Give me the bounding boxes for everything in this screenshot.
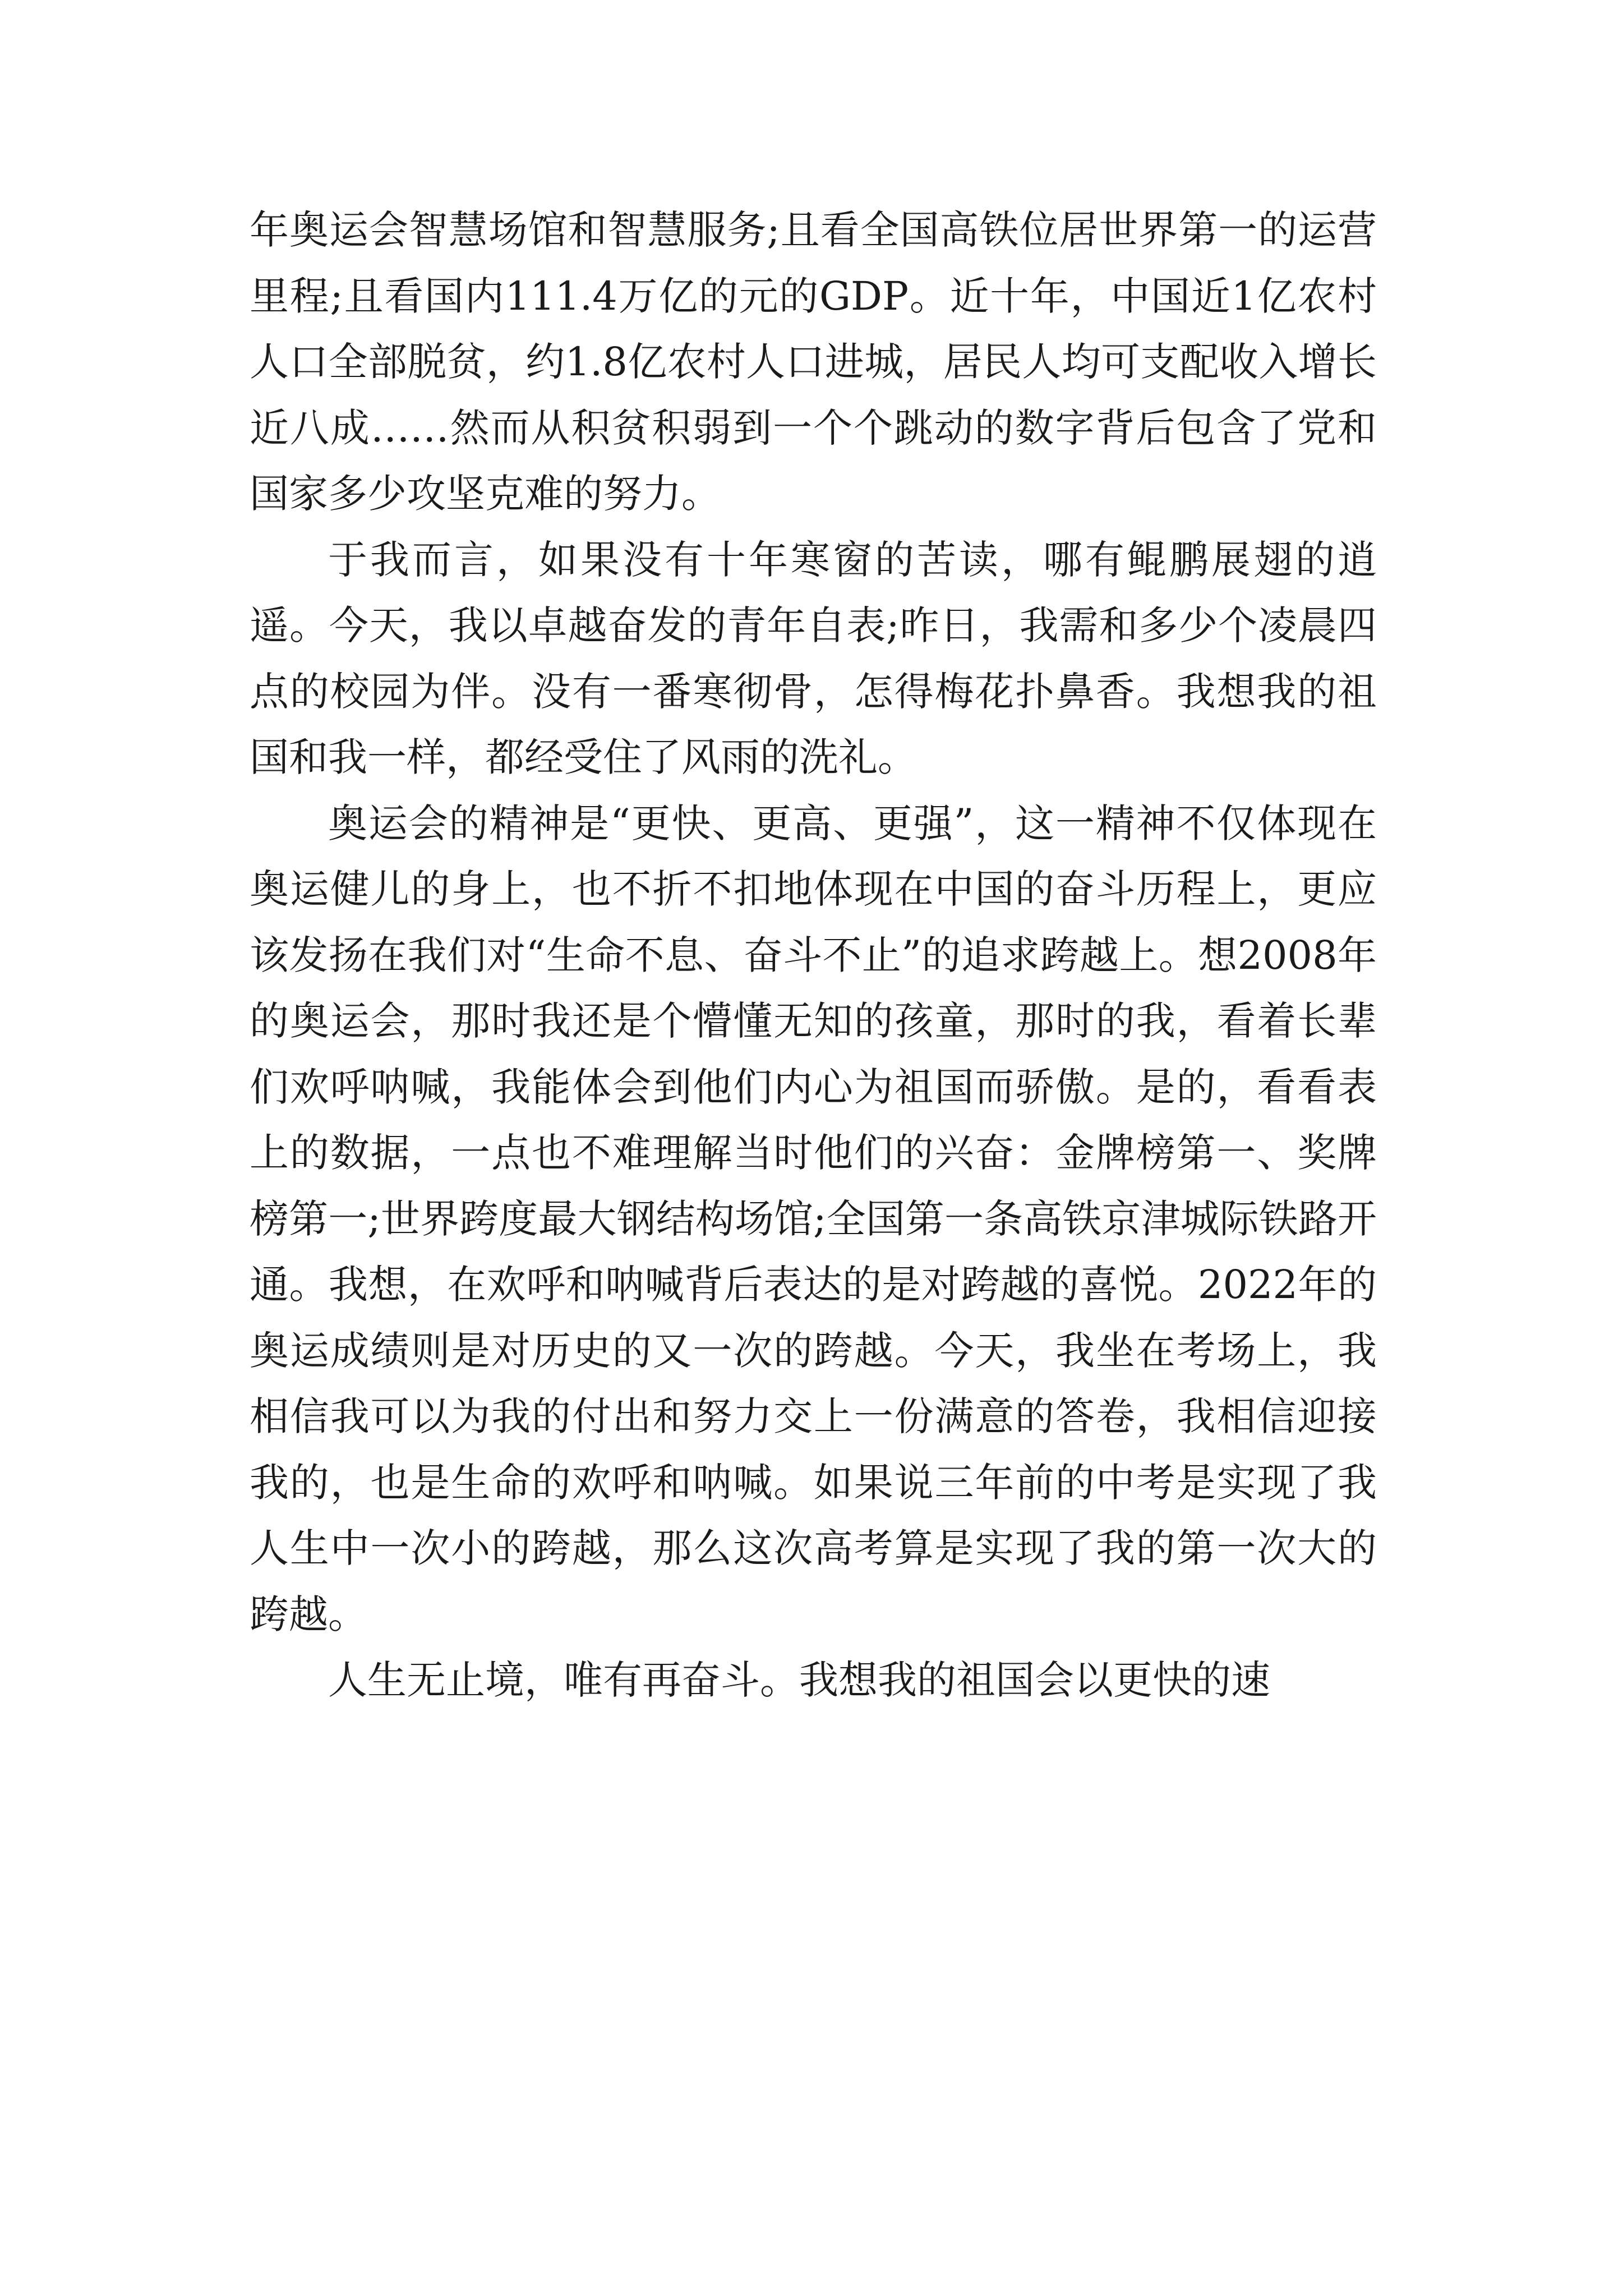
- paragraph-3: 奥运会的精神是“更快、更高、更强”，这一精神不仅体现在奥运健儿的身上，也不折不扣地体现在中国的奋斗历程上，更应该发扬在我们对“生命不息、奋斗不止”的追求跨越上。想2008年的奥运会，那时我还是个懵懂无知的孩童，那时的我，看着长辈们欢呼呐喊，我能体会到他们内心为祖国而骄傲。是的，看看表上的数据，一点也不难理解当时他们的兴奋：金牌榜第一、奖牌榜第一;世界跨度最大钢结构场馆;全国第一条高铁京津城际铁路开通。我想，在欢呼和呐喊背后表达的是对跨越的喜悦。2022年的奥运成绩则是对历史的又一次的跨越。今天，我坐在考场上，我相信我可以为我的付出和努力交上一份满意的答卷，我相信迎接我的，也是生命的欢呼和呐喊。如果说三年前的中考是实现了我人生中一次小的跨越，那么这次高考算是实现了我的第一次大的跨越。: [250, 800, 1377, 1637]
- document-body: [250, 197, 1377, 1714]
- paragraph-4: 人生无止境，唯有再奋斗。我想我的祖国会以更快的速: [328, 1657, 1270, 1703]
- paragraph-1: 年奥运会智慧场馆和智慧服务;且看全国高铁位居世界第一的运营里程;且看国内111.4万亿的元的GDP。近十年，中国近1亿农村人口全部脱贫，约1.8亿农村人口进城，居民人均可支配收入增长近八成……然而从积贫积弱到一个个跳动的数字背后包含了党和国家多少攻坚克难的努力。: [250, 207, 1377, 517]
- paragraph-2: 于我而言，如果没有十年寒窗的苦读，哪有鲲鹏展翅的逍遥。今天，我以卓越奋发的青年自表;昨日，我需和多少个凌晨四点的校园为伴。没有一番寒彻骨，怎得梅花扑鼻香。我想我的祖国和我一样，都经受住了风雨的洗礼。: [250, 536, 1377, 780]
